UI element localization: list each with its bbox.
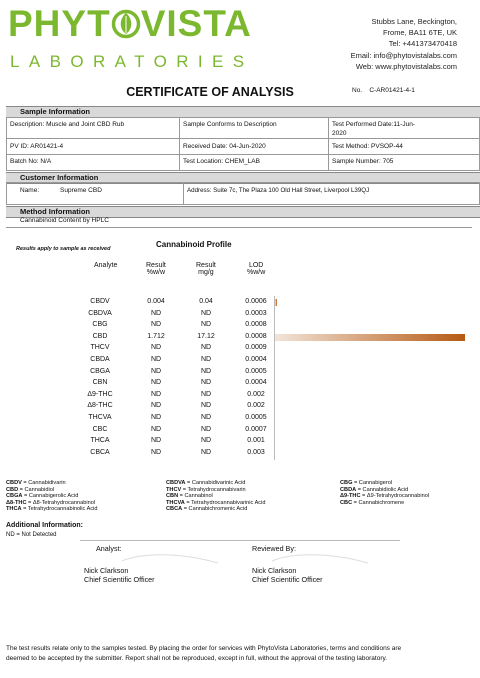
analyte-name: CBN <box>92 379 108 387</box>
result-mg: ND <box>200 437 212 445</box>
legend-definition: = Cannabigerolic Acid <box>22 493 79 500</box>
result-pct: 1.712 <box>147 332 165 340</box>
legend-abbr: CBDA <box>340 486 357 493</box>
customer-name-label: Name: <box>20 187 40 194</box>
test-performed-date-line: Test Performed Date:11-Jun- <box>332 121 415 128</box>
certificate-number-value: C-AR01421-4-1 <box>369 87 415 94</box>
result-pct: ND <box>150 356 162 363</box>
certificate-title: CERTIFICATE OF ANALYSIS <box>126 85 294 99</box>
legend-entry <box>166 493 213 499</box>
signature-area <box>80 540 400 587</box>
legend-definition: = Cannabidivarinic Acid <box>185 480 246 486</box>
legend-abbr: CBC <box>340 499 353 506</box>
col-lod <box>247 262 265 276</box>
result-lod: 0.0006 <box>245 298 267 305</box>
legend-abbr: CBN <box>166 493 179 500</box>
customer-table <box>6 182 480 205</box>
profile-title: Cannabinoid Profile <box>156 240 232 249</box>
legend-entry <box>166 487 246 493</box>
sample-conforms: Sample Conforms to Description <box>183 121 277 128</box>
analyte-name: THCA <box>90 437 110 445</box>
batch-number: Batch No: N/A <box>10 158 52 165</box>
result-lod: 0.0007 <box>245 425 267 433</box>
result-mg: ND <box>200 414 212 421</box>
legend-definition: = Tetrahydrocannabivarin <box>181 486 246 493</box>
legend-entry <box>6 487 54 493</box>
legend-abbr: CBD <box>6 486 19 493</box>
legend-definition: = Δ8-Tetrahydrocannabinol <box>26 499 96 506</box>
customer-address: Address: Suite 7c, The Plaza 100 Old Hall Street, Liverpool L39QJ <box>187 187 370 194</box>
customer-name: Supreme CBD <box>60 187 102 194</box>
result-lod: 0.0003 <box>245 309 267 317</box>
legend-definition: = Cannabinol <box>178 493 213 500</box>
certificate-number-label: No. <box>352 87 363 94</box>
legend-entry <box>6 506 97 512</box>
test-performed-date-line: 2020 <box>332 130 347 137</box>
result-mg: ND <box>200 356 212 363</box>
result-lod: 0.0004 <box>245 356 267 363</box>
result-pct: ND <box>150 390 162 398</box>
result-pct: ND <box>150 379 162 387</box>
result-mg: ND <box>200 344 212 352</box>
analyte-name: CBDV <box>90 298 110 305</box>
reviewer-name: Nick Clarkson <box>252 566 297 575</box>
footer-line: The test results relate only to the samples tested. By placing the order for services with PhytoVista Laboratories, terms and conditions are <box>6 645 402 652</box>
address-line: Web: www.phytovistalabs.com <box>355 61 457 71</box>
result-pct: ND <box>150 448 162 456</box>
legend-abbr: CBDV <box>6 480 22 486</box>
analyte-name: CBCA <box>90 448 110 456</box>
col-analyte: Analyte <box>94 262 118 269</box>
legend-definition: = Δ9-Tetrahydrocannabinol <box>360 493 430 500</box>
legend-entry <box>340 500 404 506</box>
sample-section-header: Sample Information <box>6 106 480 118</box>
result-lod: 0.001 <box>247 437 265 445</box>
method-text: Cannabinoid Content by HPLC <box>20 217 109 224</box>
brand-logo <box>8 4 252 44</box>
result-mg: 17.12 <box>197 332 215 340</box>
legend-entry <box>6 480 66 486</box>
test-location: Test Location: CHEM_LAB <box>183 158 260 165</box>
brand-name-part1: PHYT <box>8 3 111 44</box>
analyte-name: THCV <box>90 344 110 352</box>
reviewer-signature-icon <box>270 551 370 565</box>
results-note: Results apply to sample as received <box>16 246 111 252</box>
pv-id: PV ID: AR01421-4 <box>10 143 64 150</box>
analyte-name: CBG <box>92 321 108 329</box>
legend-abbr: CBDVA <box>166 480 186 486</box>
legend-definition: = Cannabichromene <box>352 499 405 506</box>
sample-number: Sample Number: 705 <box>332 158 394 165</box>
result-bar <box>275 299 277 306</box>
legend-abbr: Δ9-THC <box>340 493 361 500</box>
legend-entry <box>166 480 245 486</box>
analyst-signature-icon <box>120 551 220 565</box>
additional-title: Additional Information: <box>6 522 83 529</box>
analyte-name: CBC <box>92 425 108 433</box>
result-mg: 0.04 <box>199 298 213 305</box>
result-pct: ND <box>150 402 162 410</box>
legend-entry <box>6 493 78 499</box>
legend-definition: = Tetrahydrocannabivarinic Acid <box>184 499 266 506</box>
analyte-name: THCVA <box>88 414 112 421</box>
reviewer-title: Chief Scientific Officer <box>252 575 323 584</box>
result-pct: 0.004 <box>147 298 165 305</box>
result-mg: ND <box>200 390 212 398</box>
result-mg: ND <box>200 309 212 317</box>
footer-disclaimer <box>6 644 472 663</box>
legend-entry <box>6 500 95 506</box>
brand-subtitle: LABORATORIES <box>10 52 254 71</box>
address-line: Stubbs Lane, Beckington, <box>371 17 457 26</box>
result-lod: 0.0005 <box>245 367 267 375</box>
result-pct: ND <box>150 344 162 352</box>
customer-section-header: Customer Information <box>6 172 480 184</box>
legend-definition: = Cannabigerol <box>352 480 393 486</box>
legend-abbr: CBCA <box>166 506 183 513</box>
result-lod: 0.002 <box>247 390 265 398</box>
legend-entry <box>166 506 247 512</box>
result-mg: ND <box>200 402 212 410</box>
test-performed-date <box>332 120 415 138</box>
analyst-label: Analyst: <box>96 544 122 553</box>
result-lod: 0.0009 <box>245 344 267 352</box>
result-lod: 0.0004 <box>245 379 267 387</box>
result-pct: ND <box>150 414 162 421</box>
result-lod: 0.0005 <box>245 414 267 421</box>
result-pct: ND <box>150 437 162 445</box>
analyte-name: CBD <box>92 332 108 340</box>
sample-description: Description: Muscle and Joint CBD Rub <box>10 121 125 128</box>
legend-abbr: CBG <box>340 480 353 486</box>
legend-abbr: Δ8-THC <box>6 499 27 506</box>
analyte-name: Δ9-THC <box>87 390 113 398</box>
result-mg: ND <box>200 367 212 375</box>
analyte-name: CBDA <box>90 356 110 363</box>
result-mg: ND <box>200 448 212 456</box>
legend-entry <box>340 487 408 493</box>
result-bar <box>275 334 465 341</box>
legend-definition: = Tetrahydrocannabinolic Acid <box>21 506 98 513</box>
result-mg: ND <box>200 425 212 433</box>
address-line: Tel: +441373470418 <box>388 39 457 49</box>
legend-abbr: THCA <box>6 506 22 513</box>
col-result-pct-name: Result <box>146 262 166 269</box>
address-line: Frome, BA11 6TE, UK <box>382 28 457 38</box>
result-lod: 0.0008 <box>245 321 267 329</box>
result-lod: 0.0008 <box>245 332 267 340</box>
legend-abbr: THCV <box>166 486 182 493</box>
col-lod-name: LOD <box>248 262 264 269</box>
legend-definition: = Cannabichromenic Acid <box>182 506 248 513</box>
result-mg: ND <box>200 379 212 387</box>
method-section-header: Method Information <box>6 206 480 218</box>
legend-abbr: THCVA <box>166 499 185 506</box>
sample-table <box>6 117 480 171</box>
footer-line: deemed to be accepted by the submitter. Report shall not be reproduced, except in full, without the approval of the testing laboratory. <box>6 654 388 662</box>
legend-entry <box>340 480 392 486</box>
analyst-name: Nick Clarkson <box>84 566 129 575</box>
address-line: Email: info@phytovistalabs.com <box>350 50 457 60</box>
brand-name-part2: VISTA <box>140 3 252 44</box>
result-pct: ND <box>150 367 162 375</box>
result-pct: ND <box>150 321 162 329</box>
col-result-mg <box>196 262 216 276</box>
result-pct: ND <box>150 309 162 317</box>
analyst-title: Chief Scientific Officer <box>84 575 155 584</box>
col-result-pct-unit: %w/w <box>146 269 166 276</box>
leaf-logo-icon <box>111 7 141 39</box>
analyte-name: CBGA <box>90 367 110 375</box>
col-result-pct <box>146 262 166 276</box>
received-date: Received Date: 04-Jun-2020 <box>183 143 266 150</box>
analyte-name: CBDVA <box>88 309 112 317</box>
result-pct: ND <box>150 425 162 433</box>
result-lod: 0.002 <box>247 402 265 410</box>
col-result-mg-name: Result <box>196 262 216 269</box>
col-lod-unit: %w/w <box>247 269 266 276</box>
legend-abbr: CBGA <box>6 493 23 500</box>
legend-entry <box>340 493 429 499</box>
certificate-number <box>352 87 415 94</box>
result-lod: 0.003 <box>247 448 265 456</box>
analyte-name: Δ8-THC <box>87 402 113 410</box>
legend-entry <box>166 500 265 506</box>
legend-definition: = Cannabidiolic Acid <box>356 486 409 493</box>
legend-definition: = Cannabidiol <box>18 486 55 493</box>
test-method: Test Method: PVSOP-44 <box>332 143 403 150</box>
additional-text: ND = Not Detected <box>6 532 57 538</box>
legend-definition: = Cannabidivarin <box>21 480 66 486</box>
col-result-mg-unit: mg/g <box>198 269 214 276</box>
reviewer-label: Reviewed By: <box>252 544 296 553</box>
result-mg: ND <box>200 321 212 329</box>
lab-address <box>351 16 457 72</box>
